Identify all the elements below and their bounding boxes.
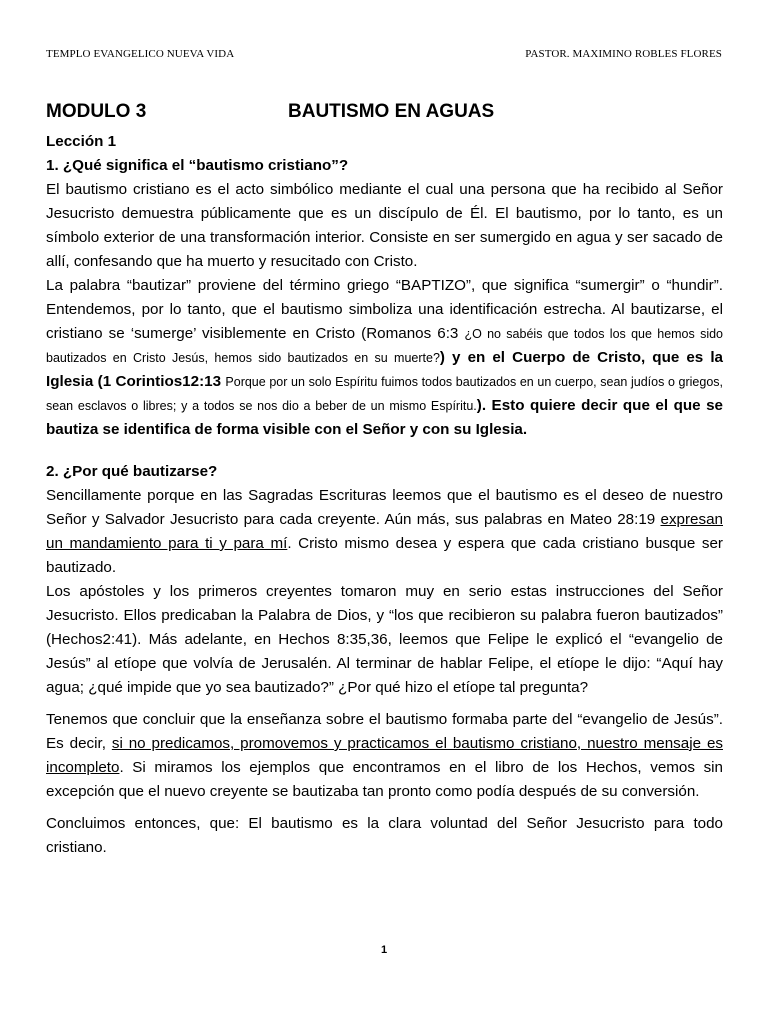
topic-title: BAUTISMO EN AGUAS bbox=[288, 101, 495, 122]
paragraph: Los apóstoles y los primeros creyentes tomaron muy en serio estas instrucciones del Señor Jesucristo. Ellos predicaban la Palabra de Dios, y “los que recibieron su palabra fueron bautizados” (Hechos2:41). Más adelante, en Hechos 8:35,36, leemos que Felipe le explicó el “evangelio de Jesús” al etíope que volvía de Jerusalén. Al terminar de hablar Felipe, el etíope le dijo: “Aquí hay agua; ¿qué impide que yo sea bautizado?” ¿Por qué hizo el etíope tal pregunta? bbox=[46, 583, 723, 696]
document-body bbox=[46, 98, 723, 860]
underlined-text: si no predicamos, promovemos y practicamos el bautismo cristiano, nuestro mensaje es incompleto bbox=[46, 735, 723, 776]
title-row bbox=[46, 98, 723, 130]
scripture-quote: ¿O no sabéis que todos los que hemos sido bautizados en Cristo Jesús, hemos sido bautizados en su muerte? bbox=[46, 327, 723, 365]
page-header bbox=[46, 48, 722, 64]
question-2-heading: 2. ¿Por qué bautizarse? bbox=[46, 463, 218, 480]
paragraph: Concluimos entonces, que: El bautismo es la clara voluntad del Señor Jesucristo para todo cristiano. bbox=[46, 815, 723, 856]
paragraph bbox=[46, 708, 723, 804]
text-span: . Si miramos los ejemplos que encontramos en el libro de los Hechos, vemos sin excepción que el nuevo creyente se bautizaba tan pronto como podía después de su conversión. bbox=[46, 759, 723, 800]
page-number: 1 bbox=[380, 944, 388, 956]
text-span: Sencillamente porque en las Sagradas Escrituras leemos que el bautismo es el deseo de nuestro Señor y Salvador Jesucristo para cada creyente. Aún más, sus palabras en Mateo 28:19 bbox=[46, 487, 723, 528]
module-title: MODULO 3 bbox=[46, 101, 147, 122]
spacer bbox=[46, 700, 723, 708]
text-span: ) y en el Cuerpo de Cristo, que es la Iglesia (1 Corintios12:13 bbox=[46, 349, 723, 390]
scripture-quote: Porque por un solo Espíritu fuimos todos bautizados en un cuerpo, sean judíos o griegos, sean esclavos o libres; y a todos se nos dio a beber de un mismo Espíritu. bbox=[46, 375, 724, 413]
spacer bbox=[46, 442, 723, 460]
question-1-heading: 1. ¿Qué significa el “bautismo cristiano”? bbox=[46, 157, 349, 174]
text-span: Tenemos que concluir que la enseñanza sobre el bautismo formaba parte del “evangelio de Jesús”. Es decir, bbox=[46, 711, 723, 752]
text-span: ). Esto quiere decir que el que se bautiza se identifica de forma visible con el Señor y con su Iglesia. bbox=[46, 397, 723, 438]
church-name: TEMPLO EVANGELICO NUEVA VIDA bbox=[46, 48, 235, 60]
pastor-name: PASTOR. MAXIMINO ROBLES FLORES bbox=[525, 48, 722, 60]
spacer bbox=[46, 804, 723, 812]
paragraph bbox=[46, 484, 723, 580]
underlined-text: expresan un mandamiento para ti y para mí bbox=[46, 511, 723, 552]
paragraph bbox=[46, 274, 723, 442]
text-span: . Cristo mismo desea y espera que cada cristiano busque ser bautizado. bbox=[46, 535, 723, 576]
lesson-label: Lección 1 bbox=[46, 133, 117, 150]
paragraph: El bautismo cristiano es el acto simbólico mediante el cual una persona que ha recibido al Señor Jesucristo demuestra públicamente que es un discípulo de Él. El bautismo, por lo tanto, es un símbolo exterior de una transformación interior. Consiste en ser sumergido en agua y ser sacado de allí, confesando que ha muerto y resucitado con Cristo. bbox=[46, 181, 723, 270]
text-span: La palabra “bautizar” proviene del término griego “BAPTIZO”, que significa “sumergir” o “hundir”. Entendemos, por lo tanto, que el bautismo simboliza una identificación estrecha. Al bautizarse, el cristiano se ‘sumerge’ visiblemente en Cristo (Romanos 6:3 bbox=[46, 277, 723, 342]
